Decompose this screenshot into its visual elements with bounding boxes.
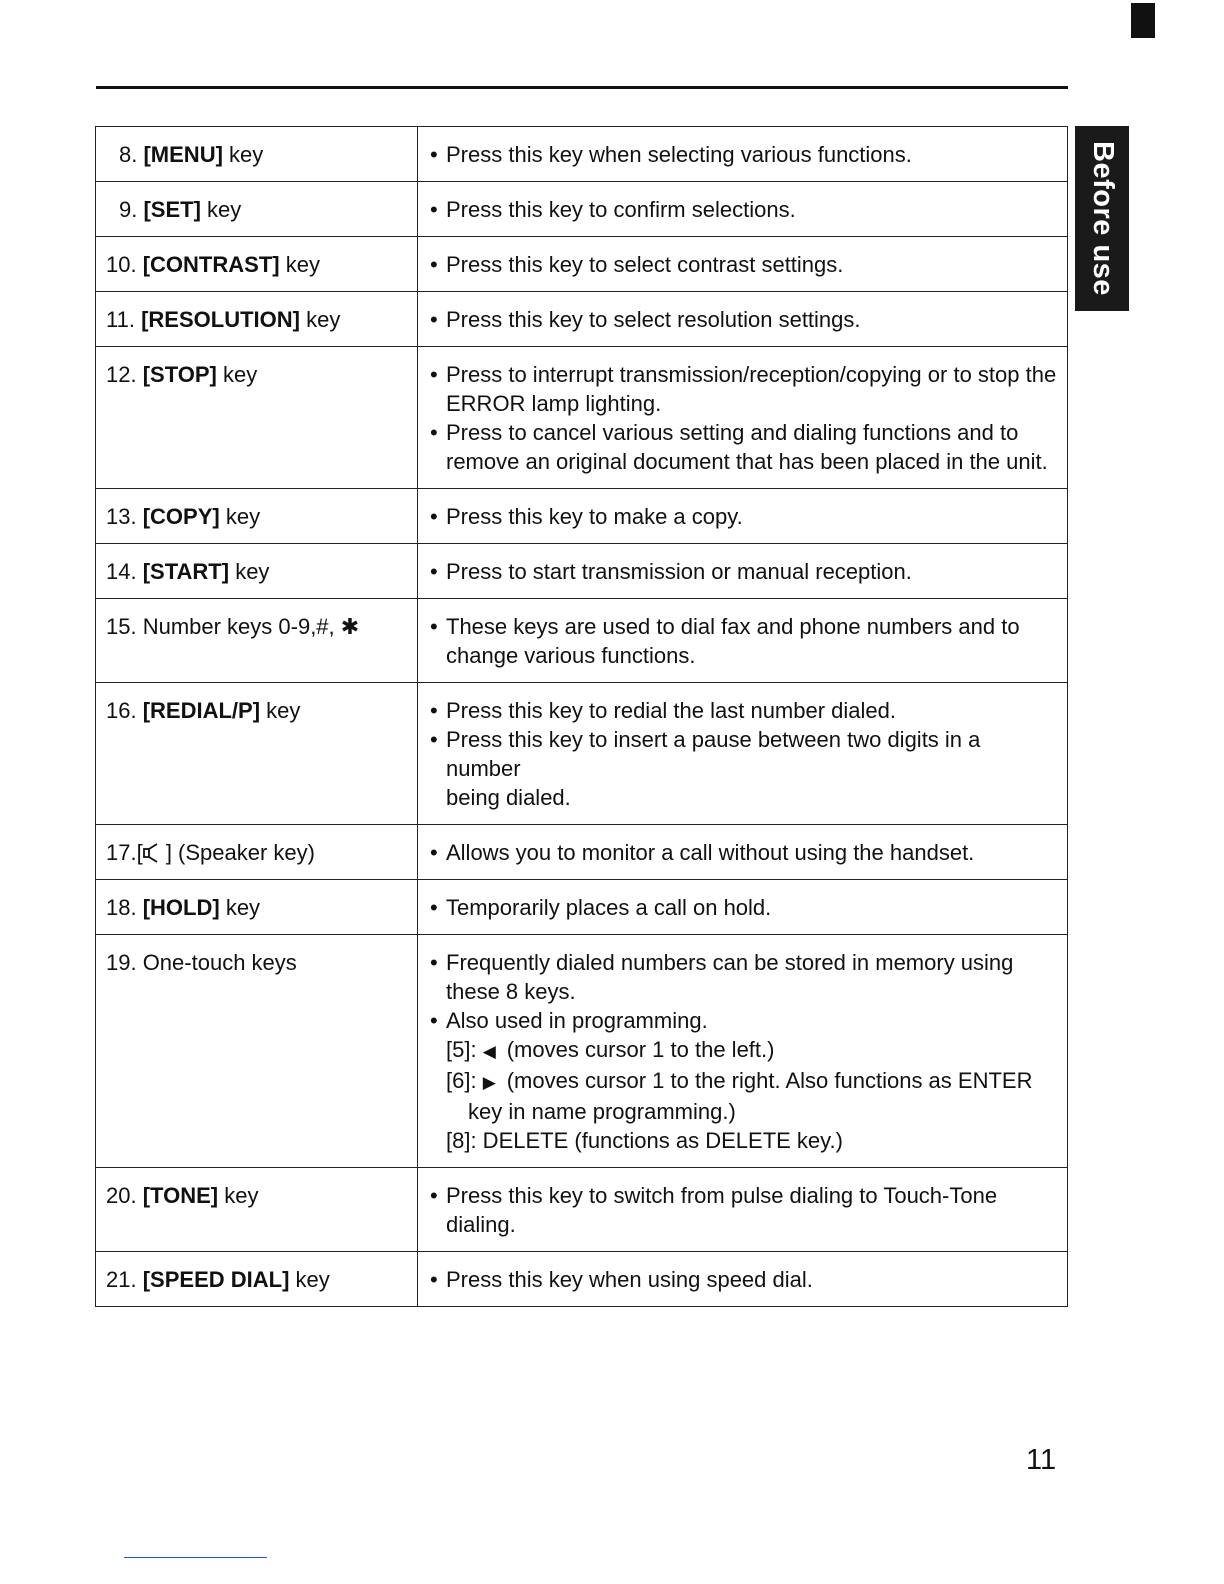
table-row (96, 880, 1068, 935)
key-suffix: key (299, 307, 341, 332)
key-cell (96, 237, 418, 292)
table-row (96, 182, 1068, 237)
description-cell (418, 237, 1068, 292)
key-number: 8. (119, 142, 138, 167)
key-number: 20. (106, 1183, 137, 1208)
description-text: [8]: DELETE (functions as DELETE key.) (446, 1128, 843, 1153)
table-row (96, 347, 1068, 489)
key-label: 19. One-touch keys (106, 950, 297, 975)
key-suffix: key (260, 698, 301, 723)
footer-line (124, 1557, 267, 1558)
key-ref: [5]: (446, 1037, 477, 1062)
description-text: Press this key to switch from pulse dialing to Touch-Tone (446, 1183, 998, 1208)
key-suffix: key (219, 504, 261, 529)
key-name: [RESOLUTION] (141, 307, 300, 332)
description-text: Press this key to select contrast settings. (446, 252, 844, 277)
key-cell (96, 825, 418, 880)
key-table (95, 126, 1068, 1307)
description-cell (418, 935, 1068, 1168)
description-cell (418, 182, 1068, 237)
description-cell (418, 1252, 1068, 1307)
bullet-icon: • (430, 950, 438, 975)
key-cell (96, 292, 418, 347)
key-ref: [6]: (446, 1068, 477, 1093)
key-number: 18. (106, 895, 137, 920)
key-cell (96, 1168, 418, 1252)
speaker-icon (143, 843, 160, 863)
key-name: [SPEED DIAL] (142, 1267, 290, 1292)
description-text: Press to cancel various setting and dialing functions and to (446, 420, 1019, 445)
bullet-icon: • (430, 559, 438, 584)
side-tab (1075, 126, 1129, 311)
key-name: [COPY] (142, 504, 220, 529)
description-text: Frequently dialed numbers can be stored in memory using (446, 950, 1014, 975)
bullet-icon: • (430, 895, 438, 920)
description-text: These keys are used to dial fax and phone numbers and to (446, 614, 1020, 639)
description-text: (moves cursor 1 to the left.) (506, 1037, 775, 1062)
table-row (96, 1168, 1068, 1252)
key-name: [STOP] (142, 362, 217, 387)
bullet-icon: • (430, 698, 438, 723)
description-cell (418, 347, 1068, 489)
key-name: [TONE] (142, 1183, 219, 1208)
description-cell (418, 683, 1068, 825)
key-cell (96, 127, 418, 182)
bullet-icon: • (430, 614, 438, 639)
key-name: [START] (142, 559, 230, 584)
description-text: (moves cursor 1 to the right. Also functions as ENTER (506, 1068, 1033, 1093)
bullet-icon: • (430, 307, 438, 332)
description-text: Press this key to redial the last number dialed. (446, 698, 897, 723)
key-cell (96, 182, 418, 237)
key-suffix: key (200, 197, 242, 222)
description-cell (418, 599, 1068, 683)
key-cell (96, 544, 418, 599)
bullet-icon: • (430, 1267, 438, 1292)
key-cell (96, 599, 418, 683)
key-cell (96, 683, 418, 825)
bullet-icon: • (430, 727, 438, 752)
key-cell (96, 935, 418, 1168)
bullet-icon: • (430, 362, 438, 387)
top-rule (96, 86, 1068, 89)
key-name: [MENU] (143, 142, 223, 167)
table-row (96, 544, 1068, 599)
key-number: 21. (106, 1267, 137, 1292)
description-cell (418, 825, 1068, 880)
key-name: [SET] (143, 197, 201, 222)
key-name: [CONTRAST] (142, 252, 280, 277)
description-cell (418, 880, 1068, 935)
key-suffix: key (219, 895, 261, 920)
description-cell (418, 544, 1068, 599)
key-number: 14. (106, 559, 137, 584)
bullet-icon: • (430, 197, 438, 222)
table-row (96, 935, 1068, 1168)
description-text: these 8 keys. (446, 979, 576, 1004)
bullet-icon: • (430, 252, 438, 277)
description-text: Press this key when selecting various functions. (446, 142, 912, 167)
description-text: remove an original document that has been placed in the unit. (446, 449, 1048, 474)
bullet-icon: • (430, 1183, 438, 1208)
table-row (96, 489, 1068, 544)
key-label: 15. Number keys 0-9,#, ✱ (106, 614, 360, 639)
table-row (96, 237, 1068, 292)
key-number: 10. (106, 252, 137, 277)
bullet-icon: • (430, 840, 438, 865)
description-text: Press this key to make a copy. (446, 504, 743, 529)
key-cell (96, 347, 418, 489)
key-cell (96, 1252, 418, 1307)
table-row (96, 127, 1068, 182)
bullet-icon: • (430, 1008, 438, 1033)
description-text: Press to interrupt transmission/reception/copying or to stop the (446, 362, 1057, 387)
page-number: 11 (1026, 1444, 1057, 1476)
description-text: key in name programming.) (468, 1099, 736, 1124)
table-row (96, 825, 1068, 880)
description-text: Allows you to monitor a call without using the handset. (446, 840, 975, 865)
description-text: Press this key to confirm selections. (446, 197, 796, 222)
description-text: Press this key to select resolution settings. (446, 307, 861, 332)
description-cell (418, 1168, 1068, 1252)
description-text: Temporarily places a call on hold. (446, 895, 772, 920)
key-number: 11. (106, 307, 135, 332)
key-label-pre: 17.[ (106, 840, 143, 865)
key-suffix: key (229, 559, 270, 584)
description-text: Press this key when using speed dial. (446, 1267, 813, 1292)
description-text: Also used in programming. (446, 1008, 708, 1033)
key-name: [HOLD] (142, 895, 220, 920)
description-cell (418, 127, 1068, 182)
table-row (96, 1252, 1068, 1307)
table-row (96, 683, 1068, 825)
key-suffix: key (216, 362, 258, 387)
description-text: Press this key to insert a pause between two digits in a number (446, 727, 981, 781)
description-text: dialing. (446, 1212, 516, 1237)
key-cell (96, 489, 418, 544)
key-suffix: key (289, 1267, 330, 1292)
right-triangle-icon: ▶ (482, 1073, 496, 1092)
corner-mark (1131, 3, 1155, 38)
key-name: [REDIAL/P] (142, 698, 261, 723)
key-suffix: key (222, 142, 264, 167)
description-text: Press to start transmission or manual reception. (446, 559, 912, 584)
key-number: 16. (106, 698, 137, 723)
description-text: being dialed. (446, 785, 571, 810)
description-cell (418, 292, 1068, 347)
bullet-icon: • (430, 142, 438, 167)
key-label-post: ] (Speaker key) (159, 840, 315, 865)
side-tab-label: Before use (1086, 141, 1119, 296)
key-number: 13. (106, 504, 137, 529)
key-number: 9. (119, 197, 138, 222)
table-row (96, 292, 1068, 347)
key-suffix: key (279, 252, 320, 277)
left-triangle-icon: ◀ (482, 1042, 496, 1061)
description-text: change various functions. (446, 643, 696, 668)
key-number: 12. (106, 362, 137, 387)
key-suffix: key (218, 1183, 259, 1208)
bullet-icon: • (430, 504, 438, 529)
description-text: ERROR lamp lighting. (446, 391, 662, 416)
description-cell (418, 489, 1068, 544)
bullet-icon: • (430, 420, 438, 445)
table-row (96, 599, 1068, 683)
key-cell (96, 880, 418, 935)
